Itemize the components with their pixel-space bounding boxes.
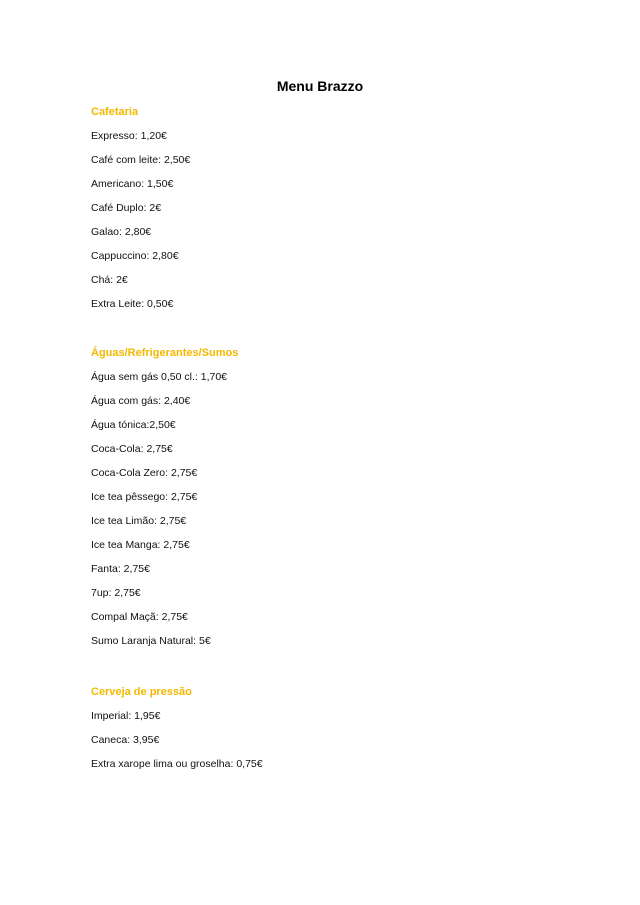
menu-item-7up: 7up: 2,75€: [91, 587, 141, 599]
menu-item-imperial: Imperial: 1,95€: [91, 710, 161, 722]
menu-item-fanta: Fanta: 2,75€: [91, 563, 150, 575]
menu-item-extra-xarope: Extra xarope lima ou groselha: 0,75€: [91, 758, 263, 770]
menu-item-caneca: Caneca: 3,95€: [91, 734, 160, 746]
menu-item-expresso: Expresso: 1,20€: [91, 130, 167, 142]
menu-item-galao: Galao: 2,80€: [91, 226, 152, 238]
menu-item-cha: Chá: 2€: [91, 274, 128, 286]
menu-item-coca-cola-zero: Coca-Cola Zero: 2,75€: [91, 467, 198, 479]
section-cafetaria: [91, 105, 571, 321]
section-heading-cafetaria: Cafetaria: [91, 106, 139, 118]
page-title: Menu Brazzo: [276, 78, 364, 94]
menu-item-ice-tea-pessego: Ice tea pêssego: 2,75€: [91, 491, 198, 503]
menu-item-extra-leite: Extra Leite: 0,50€: [91, 298, 174, 310]
menu-item-agua-sem-gas: Água sem gás 0,50 cl.: 1,70€: [91, 371, 228, 383]
menu-item-compal-maca: Compal Maçã: 2,75€: [91, 611, 188, 623]
section-cerveja-de-pressao: [91, 685, 571, 781]
menu-item-agua-com-gas: Água com gás: 2,40€: [91, 395, 191, 407]
menu-item-coca-cola: Coca-Cola: 2,75€: [91, 443, 173, 455]
menu-item-sumo-laranja: Sumo Laranja Natural: 5€: [91, 635, 211, 647]
section-aguas-refrigerantes-sumos: [91, 346, 571, 658]
section-heading-aguas: Águas/Refrigerantes/Sumos: [91, 347, 239, 359]
menu-item-americano: Americano: 1,50€: [91, 178, 174, 190]
menu-item-ice-tea-limao: Ice tea Limão: 2,75€: [91, 515, 187, 527]
menu-item-cafe-duplo: Café Duplo: 2€: [91, 202, 162, 214]
menu-item-agua-tonica: Água tónica:2,50€: [91, 419, 176, 431]
section-heading-cerveja: Cerveja de pressão: [91, 686, 192, 698]
menu-item-cafe-com-leite: Café com leite: 2,50€: [91, 154, 191, 166]
menu-item-ice-tea-manga: Ice tea Manga: 2,75€: [91, 539, 190, 551]
menu-item-cappuccino: Cappuccino: 2,80€: [91, 250, 179, 262]
